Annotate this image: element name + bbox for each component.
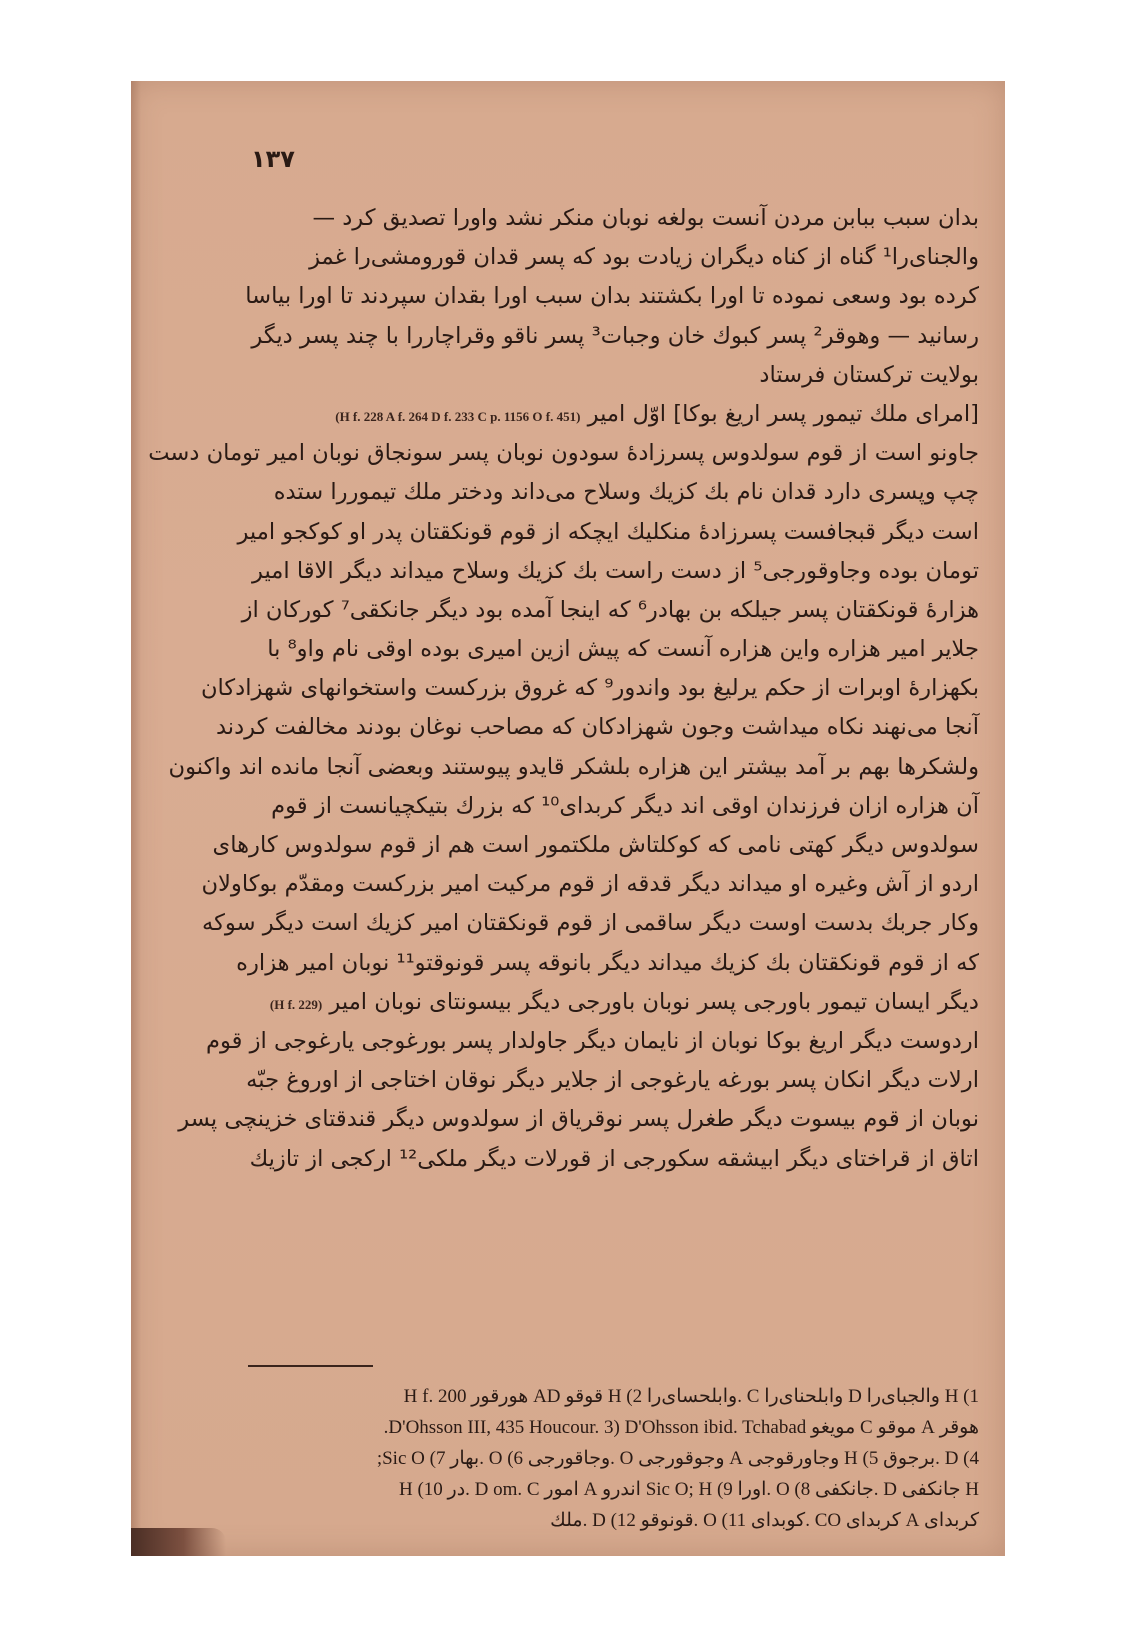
- footnote-line: H جانکفی D .جانکفی 8) O .اورا 9) Sic O; H اندرو A امور D om. C .در 10) H: [398, 1479, 979, 1500]
- text-line: بدان سبب ببابن مردن آنست بولغه نوبان منکر نشد واورا تصدیق کرد —: [312, 205, 979, 231]
- body-text: [148, 199, 979, 1179]
- scanned-page: [131, 81, 1005, 1556]
- manuscript-ref: (H f. 228 A f. 264 D f. 233 C p. 1156 O f. 451): [335, 408, 581, 424]
- text-line: که از قوم قونکقتان بك کزیك میداند دیگر بانوقه پسر قونوقتو¹¹ نوبان امیر هزاره: [236, 949, 979, 976]
- text-line: سولدوس دیگر کهتی نامی که کوکلتاش ملکتمور است هم از قوم سولدوس کارهای: [212, 832, 979, 858]
- text-line: جاونو است از قوم سولدوس پسرزادهٔ سودون نوبان پسر سونجاق نوبان امیر تومان دست: [148, 440, 979, 467]
- footnote-line: هوقر A موقو C مویغو D'Ohsson III, 435 Houcour. 3) D'Ohsson ibid. Tchabad.: [383, 1417, 979, 1438]
- text-segment: دیگر ایسان تیمور باورجی پسر نوبان باورجی دیگر بیسونتای نوبان امیر: [329, 988, 979, 1015]
- text-line: رسانید — وهوقر² پسر کبوك خان وجبات³ پسر ناقو وقراچاررا با چند پسر دیگر: [251, 322, 979, 349]
- text-line: نوبان از قوم بیسوت دیگر طغرل پسر نوقریاق از سولدوس دیگر قندقتای خزینچی پسر: [178, 1106, 979, 1133]
- page-edge-shadow: [131, 81, 141, 1556]
- text-line: هزارهٔ قونکقتان پسر جیلکه بن بهادر⁶ که اینجا آمده بود دیگر جانکقی⁷ کورکان از: [241, 596, 979, 623]
- section-heading: [امرای ملك تیمور پسر اریغ بوکا] اوّل امیر: [587, 400, 979, 427]
- manuscript-ref: (H f. 229): [269, 996, 323, 1012]
- text-line: ارلات دیگر انکان پسر بورغه یارغوجی از جلایر دیگر نوقان اختاجی از اوروغ جبّه: [246, 1067, 979, 1094]
- text-line: آنجا می‌نهند نکاه میداشت وجون شهزادکان که مصاحب نوغان بودند مخالفت کردند: [215, 714, 979, 741]
- text-line: کرده بود وسعی نموده تا اورا بکشتند بدان سبب اورا بقدان سپردند تا اورا بیاسا: [245, 283, 979, 310]
- text-line: تومان بوده وجاوقورجی⁵ از دست راست بك کزیك وسلاح میداند دیگر الاقا امیر: [252, 557, 979, 584]
- footnote-line: کربدای A کربدای CO .کوبدای 11) O .قونوقو 12) D .ملك: [550, 1510, 979, 1531]
- text-line: است دیگر قبجافست پسرزادهٔ منکلیك ایچکه از قوم قونکقتان پدر او کوکجو امیر: [237, 518, 979, 545]
- text-line: جلایر امیر هزاره واین هزاره آنست که پیش ازین امیری بوده اوقی نام واو⁸ با: [267, 636, 979, 663]
- text-line: وکار جربك بدست اوست دیگر ساقمی از قوم قونکقتان امیر کزیك است دیگر سوکه: [202, 910, 979, 937]
- footnote-divider: [248, 1365, 373, 1367]
- text-line-with-ref: [249, 395, 979, 434]
- footnotes: [249, 1381, 979, 1536]
- text-line: اردو از آش وغیره او میداند دیگر قدقه از قوم مرکیت امیر بزرکست ومقدّم بوکاولان: [201, 871, 979, 898]
- text-line: ولشکرها بهم بر آمد بیشتر این هزاره بلشکر قایدو پیوستند وبعضی آنجا مانده اند واکنون: [168, 753, 979, 780]
- text-line: والجنای‌را¹ گناه از کناه دیگران زیادت بود که پسر قدان قورومشی‌را غمز: [309, 244, 979, 271]
- page-number: ۱۳۷: [251, 145, 295, 173]
- text-line: اردوست دیگر اریغ بوکا نوبان از نایمان دیگر جاولدار پسر بورغوجی یارغوجی از قوم: [205, 1027, 979, 1054]
- text-line-with-ref: [249, 983, 979, 1022]
- text-line: بکهزارهٔ اوبرات از حکم یرلیغ بود واندور⁹ که غروق بزرکست واستخوانهای شهزادکان: [200, 675, 979, 702]
- footnote-line: 1) H والجبای‌را D وابلحنای‌را C .وابلحسای‌را 2) H قوقو AD هورقور H f. 200: [403, 1386, 979, 1407]
- scan-corner-artifact: [131, 1528, 226, 1556]
- text-line: اتاق از قراختای دیگر ابیشقه سکورجی از قورلات دیگر ملکی¹² ارکجی از تازیك: [249, 1145, 979, 1172]
- text-line: بولایت ترکستان فرستاد: [759, 361, 979, 388]
- text-line: چپ وپسری دارد قدان نام بك کزیك وسلاح می‌داند ودختر ملك تیموررا ستده: [273, 479, 979, 506]
- footnote-line: 4) D .برجوق 5) H وجاورقوجی A وجوقورجی O .وجاقورجی 6) O .بهار 7) Sic O;: [376, 1448, 979, 1469]
- text-line: آن هزاره ازان فرزندان اوقی اند دیگر کربدای¹⁰ که بزرك بتیکچیانست از قوم: [271, 792, 979, 819]
